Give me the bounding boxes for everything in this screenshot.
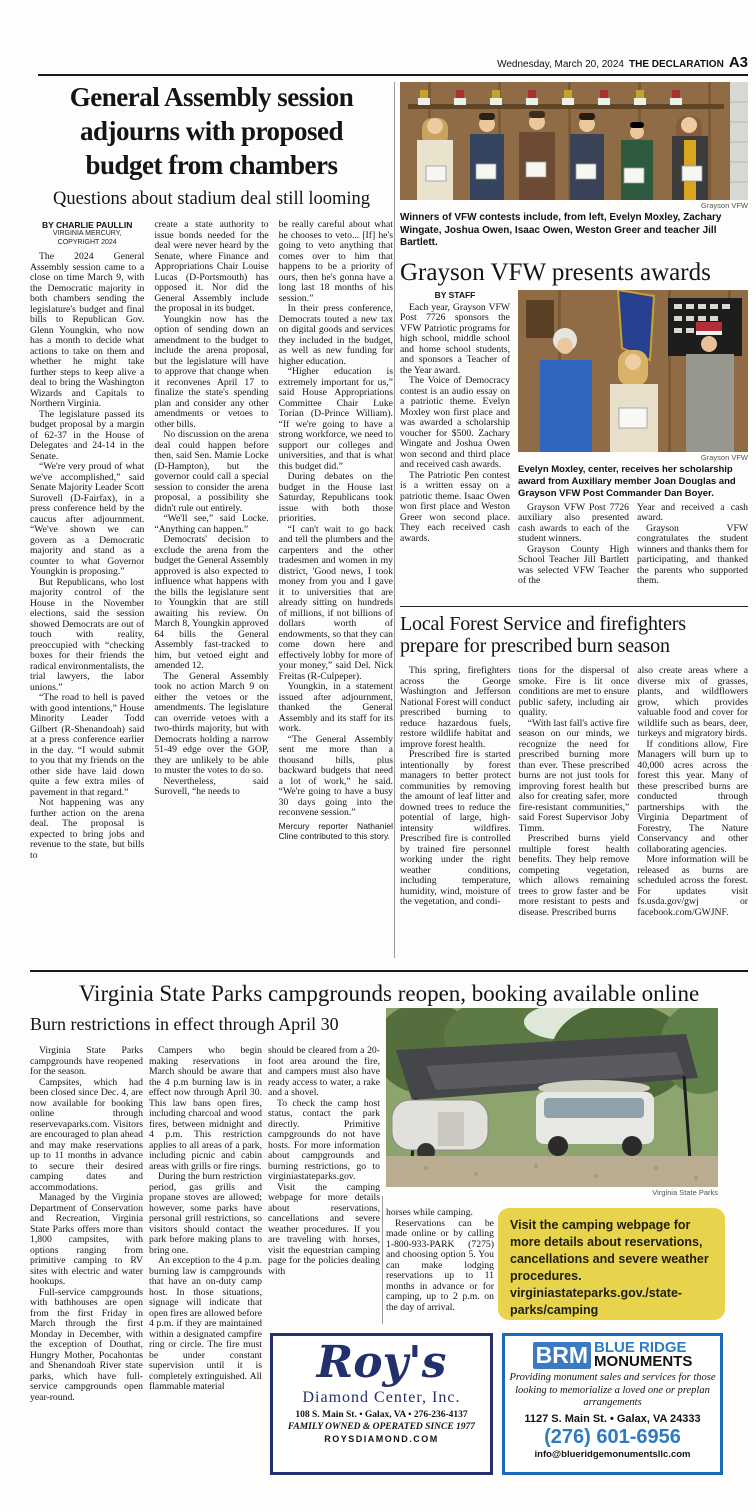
lead-column-3 <box>279 220 393 958</box>
roys-tagline: FAMILY OWNED & OPERATED SINCE 1977 <box>287 1422 476 1432</box>
vfw-column-1 <box>400 290 510 587</box>
brm-email: info@blueridgemonumentsllc.com <box>534 1448 691 1460</box>
parks-column-2: Campers who begin making reservations in March should be aware that the 4 p.m burning law is in effect now through April 30. This law bans open fires, including charcoal and wood fires, between midnight and 4 p.m. This restriction applies to all areas of a park, including picnic and cabin areas with grills or fire rings. During the burn restriction period, gas grills and propane stoves are allowed; however, some parks have personal grill restrictions, so visitors should contact the park before making plans to bring one. An exception to the 4 p.m. burning law is campgrounds that have an on-duty camp host. In those situations, signage will indicate that open fires are allowed before 4 p.m. if they are maintained within a designated campfire ring or circle. The fire must be under constant supervision until it is completely extinguished. All flammable material <box>149 1046 262 1392</box>
brm-name-line1: BLUE RIDGE <box>594 1339 687 1356</box>
vfw-photo2-credit: Grayson VFW <box>700 452 748 462</box>
roys-business-name: Diamond Center, Inc. <box>302 1389 461 1406</box>
column-divider-rule <box>394 82 395 958</box>
lead-column-1 <box>30 220 144 958</box>
vfw-right-block <box>518 290 748 587</box>
roys-diamond-center-ad <box>270 1333 493 1475</box>
vfw-byline: BY STAFF <box>434 289 476 300</box>
parks-section-rule <box>30 970 748 972</box>
lead-byline-org: VIRGINIA MERCURY, <box>52 230 122 237</box>
vfw-photo1-credit: Grayson VFW <box>700 201 748 210</box>
roys-logo: Roy's <box>316 1337 447 1388</box>
lead-headline <box>30 80 393 182</box>
lead-column-3-text: be really careful about what he chooses to veto... [If] he's going to veto anything that comes over to him that happens to be a priority of ours, then he's gonna have a long last 18 months of his session.” In their press conference, Democrats touted a new tax on digital goods and services they included in the budget, as well as new funding for higher education. “Higher education is extremely important for us,” said House Appropriations Committee Chair Luke Torian (D-Prince William). “If we're going to have a strong workforce, we need to support our colleges and universities, and that is what this budget did.” During debates on the budget in the House last Saturday, Republicans took issue with both those priorities. “I can't wait to go back and tell the plumbers and the carpenters and the other tradesmen and women in my district, 'Good news, I took money from you and I gave it to universities that are already sitting on hundreds of millions, if not billions of dollars worth of endowments, so that they can come down here and effectively lobby for more of your money,” said Del. Nick Freitas (R-Culpeper). Youngkin, in a statement issued after adjournment, thanked the General Assembly and its staff for its work. “The General Assembly sent me more than a thousand bills, plus backward budgets that need a lot of work,” he said. “We're going to have a busy 30 days going into the reconvene session.” <box>278 220 393 818</box>
masthead-paper-name: THE DECLARATION <box>629 59 724 70</box>
lead-article <box>30 80 393 958</box>
brm-logo-row <box>505 1341 720 1369</box>
brm-logo: BRM <box>533 1342 591 1369</box>
forest-headline-line1: Local Forest Service and firefighters <box>400 613 686 635</box>
vfw-photo1-caption: Winners of VFW contests include, from left, Evelyn Moxley, Zachary Wingate, Joshua Owen, Isaac Owen, Weston Greer and teacher Jill Bartlett. <box>400 212 722 248</box>
brm-phone: (276) 601-6956 <box>544 1425 681 1448</box>
parks-subhead: Burn restrictions in effect through April 30 <box>30 1014 339 1034</box>
lead-column-1-text: The 2024 General Assembly session came to a close on time March 9, with the Democratic majority in both chambers sending the legislature's budget and final bills to Republican Gov. Glenn Youngkin, who now has a month to decide what actions to take on them and whether he might take further steps to keep alive a deal to bring the Washington Wizards and Capitals to Northern Virginia. The legislature passed its budget proposal by a margin of 62-37 in the House of Delegates and 24-14 in the Senate. “We're very proud of what we've accomplished,” said Senate Majority Leader Scott Surovell (D-Fairfax), in a press conference held by the caucus after adjournment. “We've shown we can govern as a Democratic majority and stand as a counter to what Governor Youngkin is proposing.” But Republicans, who lost majority control of the House in the November elections, said the session showed Democrats are out of touch with reality, preoccupied with “checking boxes for their friends the radical environmentalists, the trial lawyers, the labor unions.” “The road to hell is paved with good intentions,” House Minority Leader Todd Gilbert (R-Shenandoah) said at a press conference earlier in the day. “I would submit to you that my friends on the other side have laid down quite a few extra miles of pavement in that regard.” Not happening was any further action on the arena deal. The proposal is expected to bring jobs and revenue to the state, but bills to <box>30 251 145 861</box>
masthead-rule <box>38 74 748 76</box>
vfw-article <box>400 82 748 587</box>
parks-headline: Virginia State Parks campgrounds reopen, booking available online <box>78 981 700 1006</box>
lead-byline: BY CHARLIE PAULLIN <box>41 220 133 230</box>
vfw-column-2: Grayson VFW Post 7726 auxiliary also presented cash awards to each of the student winners. Grayson County High School Teacher Jill Bartlett was selected VFW Teacher of the <box>518 502 629 586</box>
lead-subhead: Questions about stadium deal still looming <box>52 189 371 209</box>
forest-column-3: also create areas where a diverse mix of grasses, plants, and wildflowers grow, which provides valuable food and cover for wildlife such as bears, deer, turkeys and migratory birds. If conditions allow, Fire Managers will burn up to 40,000 acres across the forest this year. Many of these prescribed burns are conducted through partnerships with the Virginia Department of Forestry, The Nature Conservancy and other collaborating agencies. More information will be released as burns are scheduled across the forest. For updates visit fs.usda.gov/gwj or facebook.com/GWJNF. <box>637 666 748 918</box>
lead-column-2: create a state authority to issue bonds needed for the deal were never heard by the Senate, where Finance and Appropriations Chair Louise Lucas (D-Portsmouth) has opposed it. Nor did the General Assembly include the proposal in its budget. Youngkin now has the option of sending down an amendment to the budget to include the arena proposal, but the legislature will have to approve that change when it reconvenes April 17 to finalize the state's spending plan and consider any other amendments or vetoes to other bills. No discussion on the arena deal could happen before then, said Sen. Mamie Locke (D-Hampton), but the governor could call a special session to consider the arena proposal, a possibility she didn't rule out entirely. “We'll see,” said Locke. “Anything can happen.” Democrats' decision to exclude the arena from the budget the General Assembly approved is also expected to influence what happens with the bills the legislature sent to Youngkin that are still awaiting his review. On March 8, Youngkin approved 64 bills the General Assembly fast-tracked to him, but vetoed eight and amended 12. The General Assembly took no action March 9 on either the vetoes or the amendments. The legislature can override vetoes with a two-thirds majority, but with Democrats holding a narrow 51-49 edge over the GOP, they are unlikely to be able to muster the votes to do so. Nevertheless, said Surovell, “he needs to <box>154 220 269 797</box>
roys-address: 108 S. Main St. • Galax, VA • 276-236-4137 <box>295 1410 468 1420</box>
lead-columns <box>30 220 393 958</box>
parks-column-3: should be cleared from a 20-foot area around the fire, and campers must also have ready access to water, a rake and a shovel. To check the camp host status, contact the park directly. Primitive campgrounds do not have hosts. For more information about campgrounds and burning restrictions, go to virginiastateparks.gov. Visit the camping webpage for more details about reservations, cancellations and severe weather procedures. If you are traveling with horses, visit the equestrian camping page for the policies dealing with <box>268 1046 380 1277</box>
campground-photo <box>386 1008 718 1187</box>
forest-section-rule <box>400 606 748 607</box>
brm-tagline: Providing monument sales and services for those looking to memorialize a loved one or preplan arrangements <box>509 1372 716 1408</box>
forest-article <box>400 613 748 956</box>
brm-business-name <box>594 1341 692 1369</box>
parks-column-1: Virginia State Parks campgrounds have reopened for the season. Campsites, which had been closed since Dec. 4, are now available for booking online through reservevaparks.com. Visitors are encouraged to plan ahead and may make reservations up to 11 months in advance to secure their desired camping dates and accommodations. Managed by the Virginia Department of Conservation and Recreation, Virginia State Parks offers more than 1,800 campsites, with options ranging from primitive camping to RV sites with electric and water hookups. Full-service campgrounds with bathhouses are open from the first Friday in March through the first Monday in December, with the exception of Douthat, Hungry Mother, Pocahontas and Shenandoah River state parks, which have full-service campgrounds open year-round. <box>30 1046 143 1403</box>
forest-column-1: This spring, firefighters across the George Washington and Jefferson National Forest will conduct prescribed burning to reduce hazardous fuels, restore wildlife habitat and improve forest health. Prescribed fire is started intentionally by forest managers to better protect communities by removing the amount of leaf litter and downed trees to reduce the potential of large, high-intensity wildfires. Prescribed fire is controlled by trained fire personnel working under the right weather conditions, including temperature, humidity, wind, moisture of the vegetation, and condi- <box>400 666 511 907</box>
vfw-column-3: Year and received a cash award. Grayson VFW congratulates the student winners and thanks them for participating, and thanked the parents who supported them. <box>637 502 748 586</box>
forest-headline <box>400 613 748 657</box>
masthead <box>497 54 748 71</box>
vfw-group-photo <box>400 82 748 200</box>
lead-contributor-note: Mercury reporter Nathaniel Cline contributed to this story. <box>278 820 393 841</box>
parks-photo-block <box>386 1008 718 1199</box>
blue-ridge-monuments-ad <box>502 1333 723 1475</box>
forest-column-2: tions for the dispersal of smoke. Fire is lit once conditions are met to ensure public safety, including air quality. “With last fall's active fire season on our minds, we recognize the need for prescribed burning more than ever. These prescribed burns are not just tools for improving forest health but also for creating safer, more fire-resistant communities,” said Forest Supervisor Joby Timm. Prescribed burns yield multiple forest health benefits. They help remove competing vegetation, which allows remaining trees to grow faster and be more resistant to pests and disease. Prescribed burns <box>518 666 630 918</box>
lead-headline-line3: budget from chambers <box>85 150 338 180</box>
forest-columns <box>400 666 748 956</box>
vfw-columns-2-3 <box>518 503 748 587</box>
vfw-headline: Grayson VFW presents awards <box>400 258 711 286</box>
parks-column-divider-rule <box>382 1196 383 1324</box>
parks-photo-credit: Virginia State Parks <box>652 1188 718 1197</box>
lead-headline-line1: General Assembly session <box>69 82 354 112</box>
vfw-column-1-text: Each year, Grayson VFW Post 7726 sponsors the VFW Patriotic programs for high school, middle school and home school students, and sponsors a Teacher of the Year award. The Voice of Democracy contest is an audio essay on a patriotic theme. Evelyn Moxley won first place and was awarded a scholarship voucher for $500. Zachary Wingate and Joshua Owen won second and third place and received cash awards. The Patriotic Pen contest is a written essay on a patriotic theme. Isaac Owen won first place and Weston Greer won second place. They each received cash awards. <box>400 301 510 544</box>
parks-column-4: horses while camping. Reservations can be made online or by calling 1-800-933-PARK (7275) and choosing option 5. You can make lodging reservations up to 11 months in advance or for camping, up to 2 p.m. on the day of arrival. <box>386 1208 494 1313</box>
lead-byline-copyright: COPYRIGHT 2024 <box>57 238 117 246</box>
camping-webpage-ad: Visit the camping webpage for more details about reservations, cancellations and severe weather procedures. virginiastateparks.gov./state-parks/camping <box>498 1208 725 1320</box>
lead-headline-line2: adjourns with proposed <box>79 116 344 146</box>
masthead-date: Wednesday, March 20, 2024 <box>497 59 624 70</box>
forest-headline-line2: prepare for prescribed burn season <box>400 635 670 657</box>
brm-address: 1127 S. Main St. • Galax, VA 24333 <box>524 1412 701 1425</box>
vfw-body <box>400 290 748 587</box>
brm-name-line2: MONUMENTS <box>594 1353 693 1370</box>
roys-website: ROYSDIAMOND.COM <box>324 1434 439 1444</box>
vfw-photo2-caption: Evelyn Moxley, center, receives her scholarship award from Auxiliary member Joan Douglas and Grayson VFW Post Commander Dan Boyer. <box>518 463 736 499</box>
masthead-page-number: A3 <box>728 54 748 71</box>
vfw-scholarship-photo <box>518 290 748 452</box>
lead-byline-block <box>30 220 144 247</box>
